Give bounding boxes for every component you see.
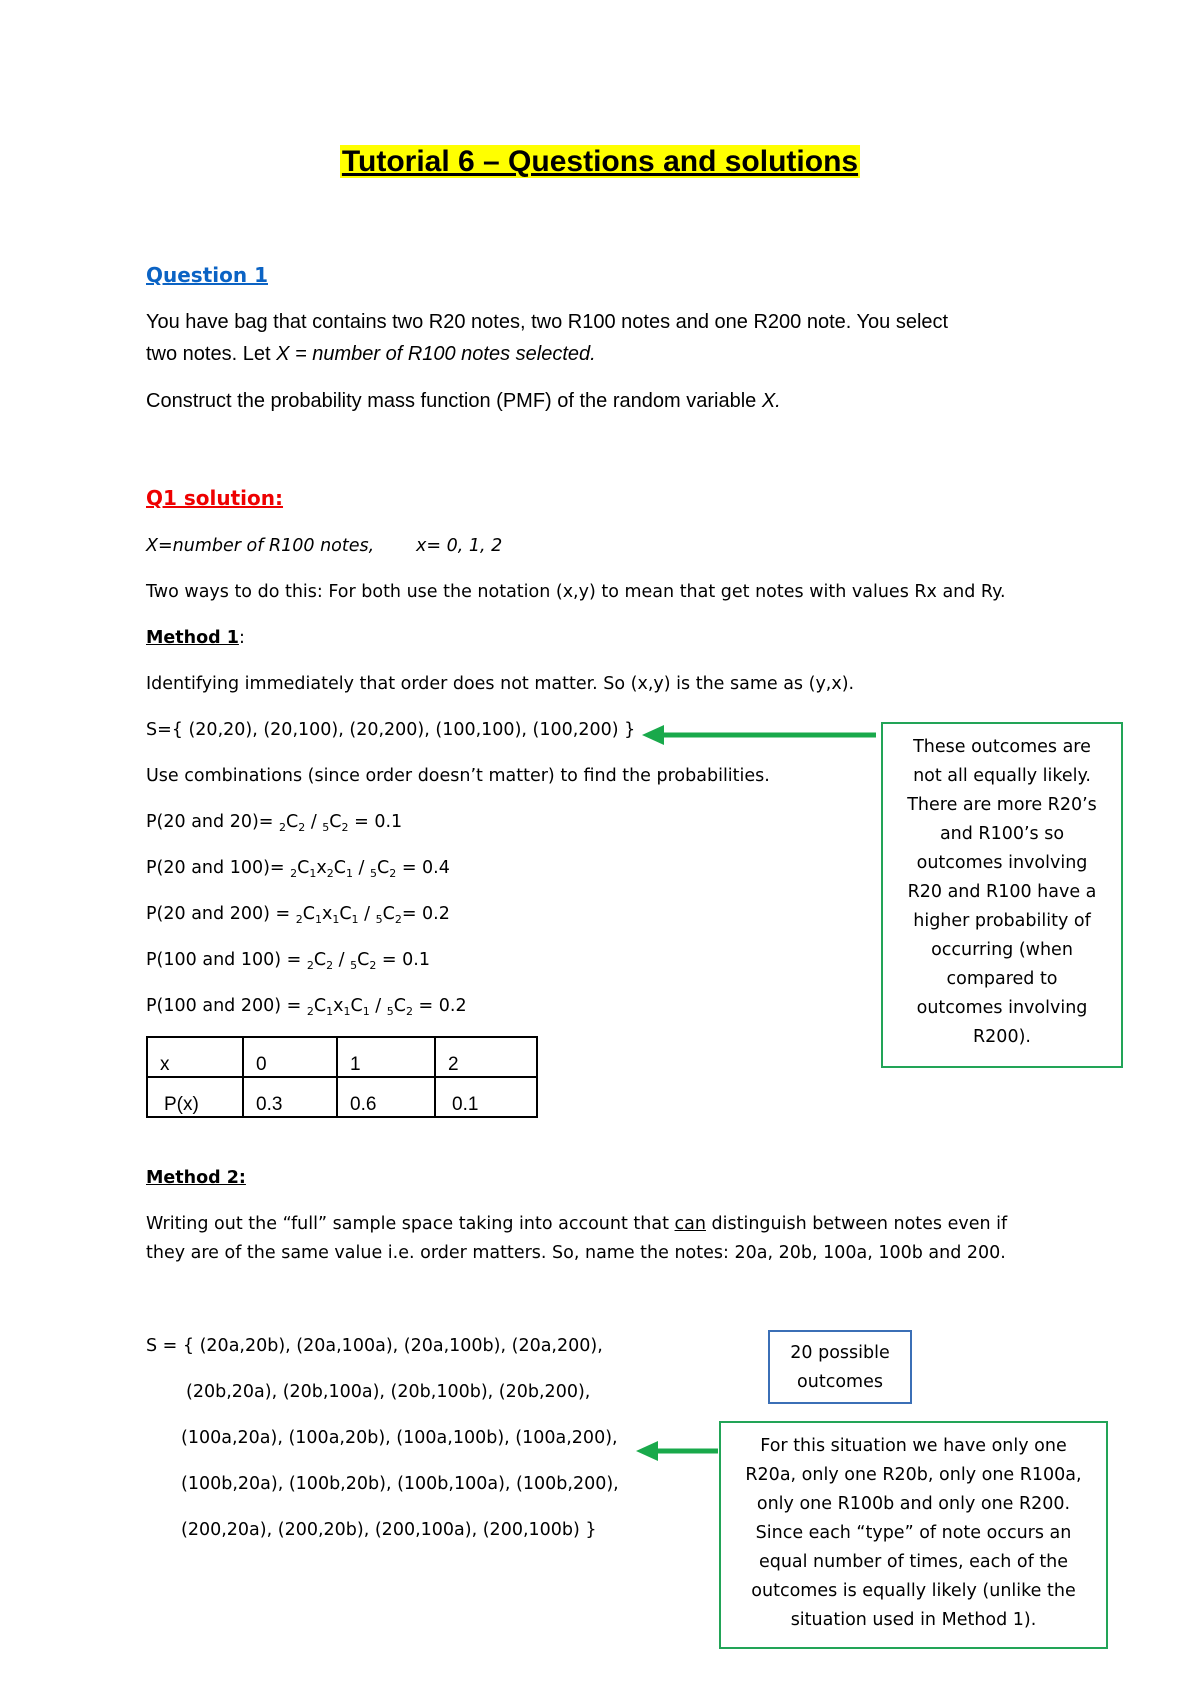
question-1-line-1: You have bag that contains two R20 notes, two R100 notes and one R200 note. You select xyxy=(146,311,949,333)
method-2-intro-line-2: they are of the same value i.e. order matters. So, name the notes: 20a, 20b, 100a, 100b and 200. xyxy=(146,1243,1006,1263)
callout-line: These outcomes are xyxy=(913,737,1091,757)
pmf-cell: 0.6 xyxy=(337,1077,435,1117)
callout-line: and R100’s so xyxy=(939,824,1065,844)
callout-line: situation used in Method 1). xyxy=(790,1610,1037,1630)
x-values xyxy=(416,536,502,556)
question-1-instruction-var: X. xyxy=(761,390,781,412)
pmf-cell: 0 xyxy=(243,1037,337,1077)
method-1-combos-intro: Use combinations (since order doesn’t matter) to find the probabilities. xyxy=(146,766,770,786)
outcome-count-box xyxy=(768,1330,912,1404)
callout-line: only one R100b and only one R200. xyxy=(756,1494,1071,1514)
count-box-line: 20 possible xyxy=(790,1343,890,1363)
callout-line: There are more R20’s xyxy=(907,795,1097,815)
callout-line: For this situation we have only one xyxy=(760,1436,1067,1456)
pmf-cell: x xyxy=(147,1037,243,1077)
question-1-x-definition: X = number of R100 notes selected. xyxy=(276,343,596,365)
question-1-instruction-text: Construct the probability mass function (PMF) of the random variable xyxy=(146,390,762,412)
sample-space-line: (100b,20a), (100b,20b), (100b,100a), (100b,200), xyxy=(181,1474,619,1494)
method-2-intro-line-1: Writing out the “full” sample space taking into account that can distinguish between notes even if xyxy=(146,1214,1008,1234)
question-1-line-2 xyxy=(146,338,1096,370)
pmf-cell: 2 xyxy=(435,1037,537,1077)
callout-line: R200). xyxy=(973,1027,1031,1047)
pmf-row-px xyxy=(147,1077,537,1117)
sample-space-line: (200,20a), (200,20b), (200,100a), (200,100b) } xyxy=(181,1520,597,1540)
x-definition-line xyxy=(146,536,374,556)
callout-line: occurring (when xyxy=(931,940,1073,960)
two-ways-text: Two ways to do this: For both use the notation (x,y) to mean that get notes with values Rx and Ry. xyxy=(146,582,1006,602)
pmf-cell: P(x) xyxy=(147,1077,243,1117)
pmf-cell: 0.3 xyxy=(243,1077,337,1117)
method-1-sample-space: S={ (20,20), (20,100), (20,200), (100,100), (100,200) } xyxy=(146,720,636,740)
arrow-left-icon xyxy=(634,1436,720,1466)
callout-line: higher probability of xyxy=(913,911,1091,931)
callout-line: Since each “type” of note occurs an xyxy=(755,1523,1072,1543)
pmf-table xyxy=(146,1036,538,1118)
x-definition: X=number of R100 notes, xyxy=(146,536,375,556)
x-values-text: x= 0, 1, 2 xyxy=(416,536,503,556)
question-1-heading: Question 1 xyxy=(146,263,268,287)
page-title xyxy=(0,145,1200,179)
callout-line: outcomes is equally likely (unlike the xyxy=(751,1581,1076,1601)
sample-space-line: (20b,20a), (20b,100a), (20b,100b), (20b,200), xyxy=(186,1382,591,1402)
callout-line: R20 and R100 have a xyxy=(907,882,1097,902)
callout-line: not all equally likely. xyxy=(913,766,1091,786)
prob-100-100: P(100 and $100) = _2C_2 / _5C_2 = 0.1$ xyxy=(146,950,430,972)
method-1-intro: Identifying immediately that order does not matter. So (x,y) is the same as (y,x). xyxy=(146,674,855,694)
question-1-line-2-start: two notes. Let xyxy=(146,343,277,365)
method-1-heading xyxy=(146,628,245,648)
method-2-heading xyxy=(146,1168,246,1188)
callout-line: compared to xyxy=(946,969,1058,989)
method-2-callout xyxy=(719,1421,1108,1649)
prob-20-200: P(20 and $200) = _2C_1x_1C_1 / _5C_2= 0.2$ xyxy=(146,904,450,926)
prob-20-20: P(20 and $20)= _2C_2 / _5C_2 = 0.1$ xyxy=(146,812,403,834)
sample-space-line: S = { (20a,20b), (20a,100a), (20a,100b), (20a,200), xyxy=(146,1336,603,1356)
count-box-line: outcomes xyxy=(797,1372,883,1392)
prob-20-100: P(20 and $100)= _2C_1x_2C_1 / _5C_2 = 0.4$ xyxy=(146,858,450,880)
pmf-row-x xyxy=(147,1037,537,1077)
callout-line: equal number of times, each of the xyxy=(758,1552,1069,1572)
page-title-text: Tutorial 6 – Questions and solutions xyxy=(341,145,859,178)
prob-100-200: P(100 and $200) = _2C_1x_1C_1 / _5C_2 = 0.2$ xyxy=(146,996,467,1018)
method-1-heading-text: Method 1 xyxy=(146,628,239,648)
pmf-cell: 1 xyxy=(337,1037,435,1077)
sample-space-line: (100a,20a), (100a,20b), (100a,100b), (100a,200), xyxy=(181,1428,618,1448)
arrow-left-icon xyxy=(640,720,880,750)
question-1-text xyxy=(146,306,1096,370)
callout-line: outcomes involving xyxy=(916,998,1088,1018)
callout-line: R20a, only one R20b, only one R100a, xyxy=(745,1465,1082,1485)
callout-line: outcomes involving xyxy=(916,853,1088,873)
question-1-instruction xyxy=(146,385,781,417)
method-1-callout xyxy=(881,722,1123,1068)
method-2-heading-text: Method 2: xyxy=(146,1168,246,1188)
solution-heading: Q1 solution: xyxy=(146,486,284,510)
pmf-cell: 0.1 xyxy=(435,1077,537,1117)
method-1-colon: : xyxy=(238,628,245,648)
